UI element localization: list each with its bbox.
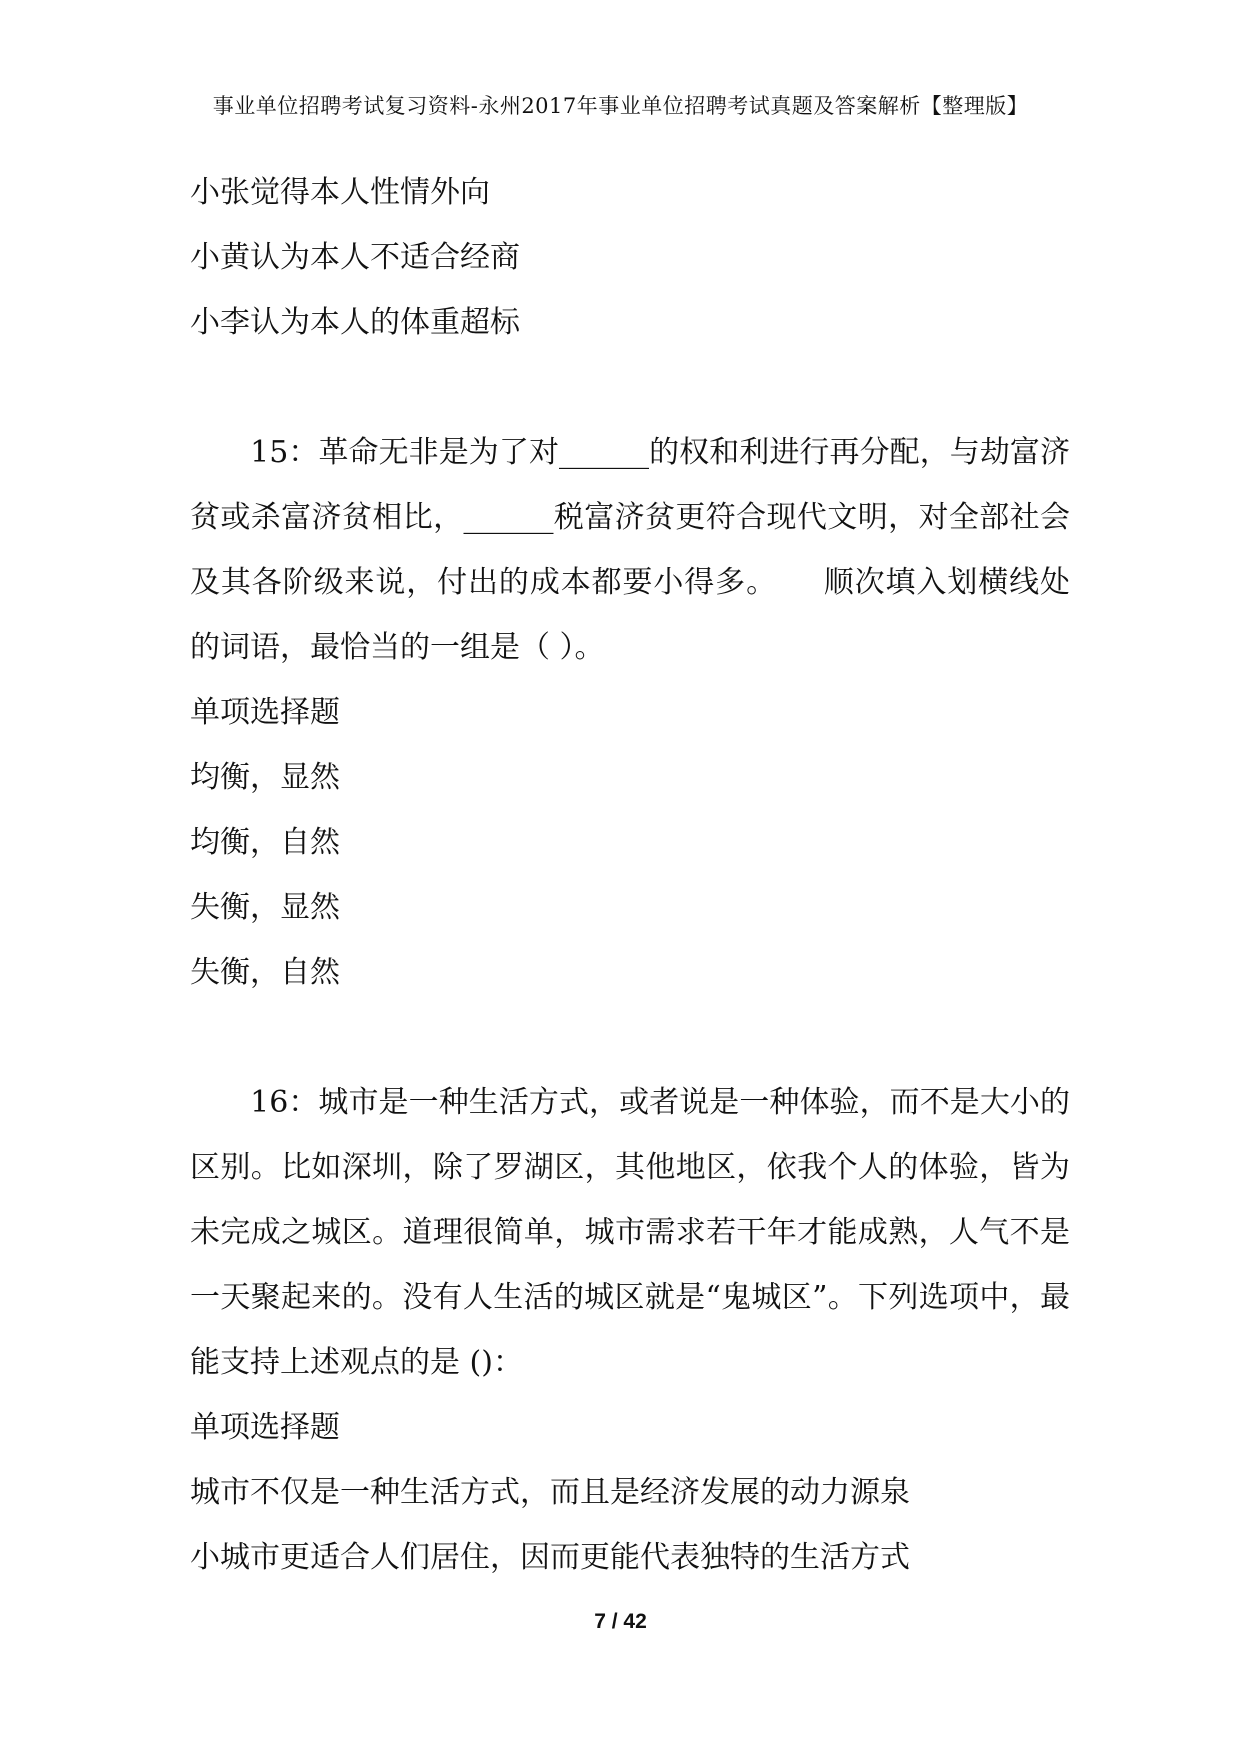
page-header: 事业单位招聘考试复习资料-永州2017年事业单位招聘考试真题及答案解析【整理版】 — [212, 94, 1029, 118]
question-15-type: 单项选择题 — [190, 695, 340, 730]
page-content — [190, 160, 1070, 1590]
question-15-option: 均衡，自然 — [190, 825, 340, 860]
question-15-option: 失衡，自然 — [190, 955, 340, 990]
question-16-option: 城市不仅是一种生活方式，而且是经济发展的动力源泉 — [190, 1475, 910, 1510]
option-line: 小张觉得本人性情外向 — [190, 175, 490, 210]
question-16-option: 小城市更适合人们居住，因而更能代表独特的生活方式 — [190, 1540, 910, 1575]
question-16-type: 单项选择题 — [190, 1410, 340, 1445]
page-number: 7 / 42 — [594, 1610, 647, 1633]
question-15-option: 均衡，显然 — [190, 760, 340, 795]
question-16-stem: 16：城市是一种生活方式，或者说是一种体验，而不是大小的区别。比如深圳，除了罗湖区，其他地区，依我个人的体验，皆为未完成之城区。道理很简单，城市需求若干年才能成熟，人气不是一天聚起来的。没有人生活的城区就是“鬼城区”。下列选项中，最能支持上述观点的是 ()： — [190, 1085, 1070, 1380]
option-line: 小黄认为本人不适合经商 — [190, 240, 520, 275]
question-15-stem: 15：革命无非是为了对______的权和利进行再分配，与劫富济贫或杀富济贫相比，______税富济贫更符合现代文明，对全部社会及其各阶级来说，付出的成本都要小得多。 顺次填入划横线处的词语，最恰当的一组是（ ）。 — [190, 435, 1070, 665]
option-line: 小李认为本人的体重超标 — [190, 305, 520, 340]
question-15-option: 失衡，显然 — [190, 890, 340, 925]
